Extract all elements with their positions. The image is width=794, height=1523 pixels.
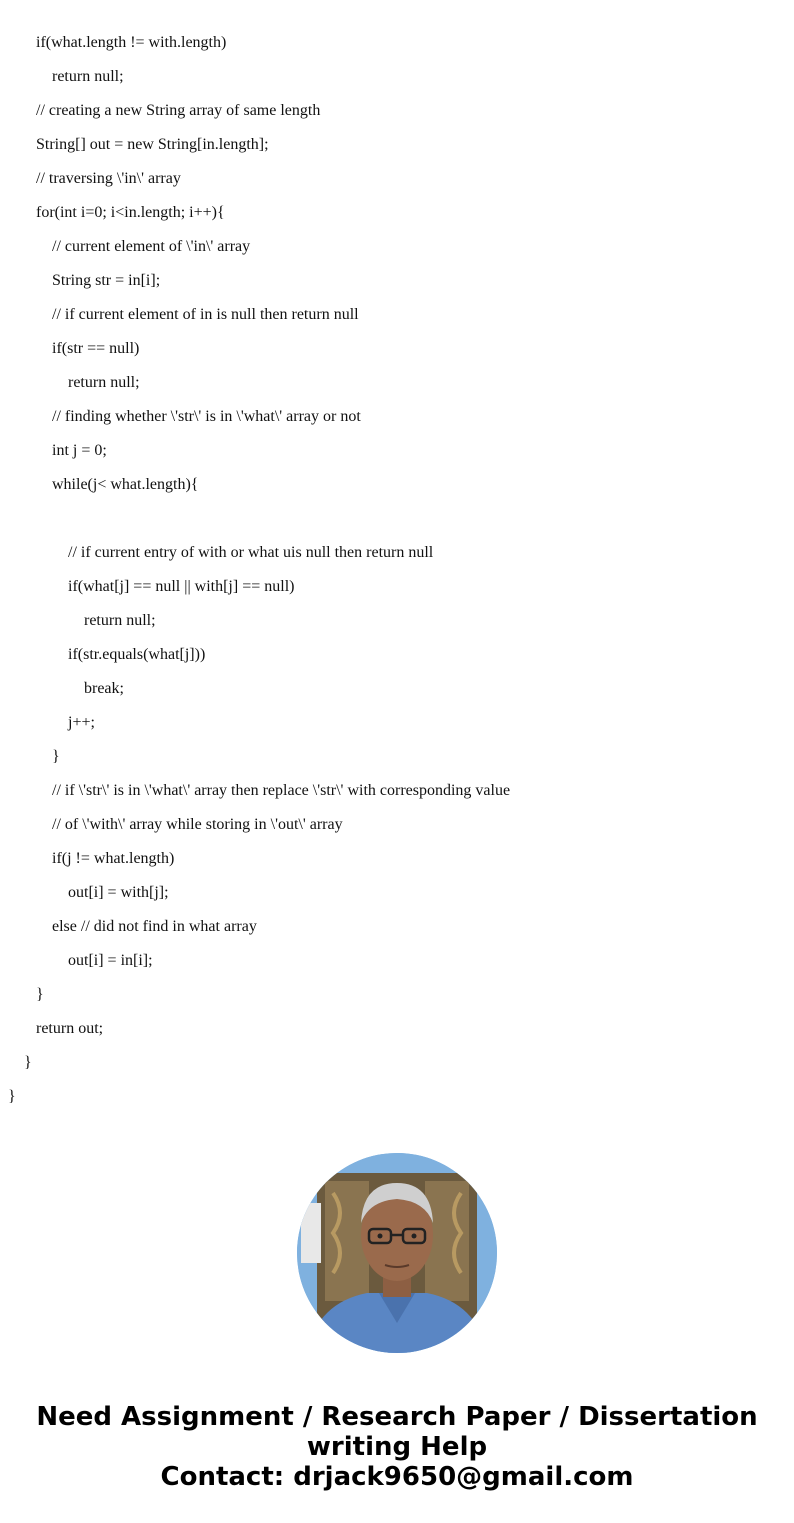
code-line: if(str.equals(what[j])): [68, 646, 206, 663]
author-photo: [297, 1153, 497, 1353]
code-line: // if current element of in is null then return null: [52, 306, 359, 323]
code-line: String str = in[i];: [52, 272, 161, 289]
code-line: break;: [84, 680, 124, 697]
code-line: // finding whether \'str\' is in \'what\' array or not: [52, 408, 361, 425]
author-portrait-icon: [297, 1153, 497, 1353]
code-line: return out;: [36, 1020, 104, 1037]
promo-banner: [0, 1402, 794, 1492]
code-line: else // did not find in what array: [52, 918, 257, 935]
code-line: // current element of \'in\' array: [52, 238, 251, 255]
code-snippet: [0, 26, 794, 1114]
code-line: // if \'str\' is in \'what\' array then replace \'str\' with corresponding value: [52, 782, 511, 799]
code-line: }: [52, 748, 60, 765]
code-line: if(str == null): [52, 340, 140, 357]
code-line: if(what[j] == null || with[j] == null): [68, 578, 295, 595]
code-line: return null;: [68, 374, 140, 391]
code-line: while(j< what.length){: [52, 476, 199, 493]
code-line: // creating a new String array of same length: [36, 102, 321, 119]
code-line: // of \'with\' array while storing in \'out\' array: [52, 816, 343, 833]
promo-contact: Contact: drjack9650@gmail.com: [160, 1462, 634, 1492]
code-line: [0, 502, 794, 536]
code-line: String[] out = new String[in.length];: [36, 136, 269, 153]
code-line: out[i] = in[i];: [68, 952, 153, 969]
promo-line-1: Need Assignment / Research Paper / Dissertation: [36, 1402, 758, 1432]
code-line: // if current entry of with or what uis null then return null: [68, 544, 434, 561]
promo-line-2: writing Help: [306, 1432, 488, 1462]
code-line: // traversing \'in\' array: [36, 170, 181, 187]
code-line: out[i] = with[j];: [68, 884, 169, 901]
code-line: return null;: [52, 68, 124, 85]
code-line: }: [36, 986, 44, 1003]
code-line: int j = 0;: [52, 442, 107, 459]
code-line: return null;: [84, 612, 156, 629]
code-line: if(what.length != with.length): [36, 34, 227, 51]
code-line: }: [24, 1054, 32, 1071]
code-line: for(int i=0; i<in.length; i++){: [36, 204, 225, 221]
code-line: }: [8, 1088, 16, 1105]
code-line: j++;: [68, 714, 95, 731]
code-line: if(j != what.length): [52, 850, 175, 867]
